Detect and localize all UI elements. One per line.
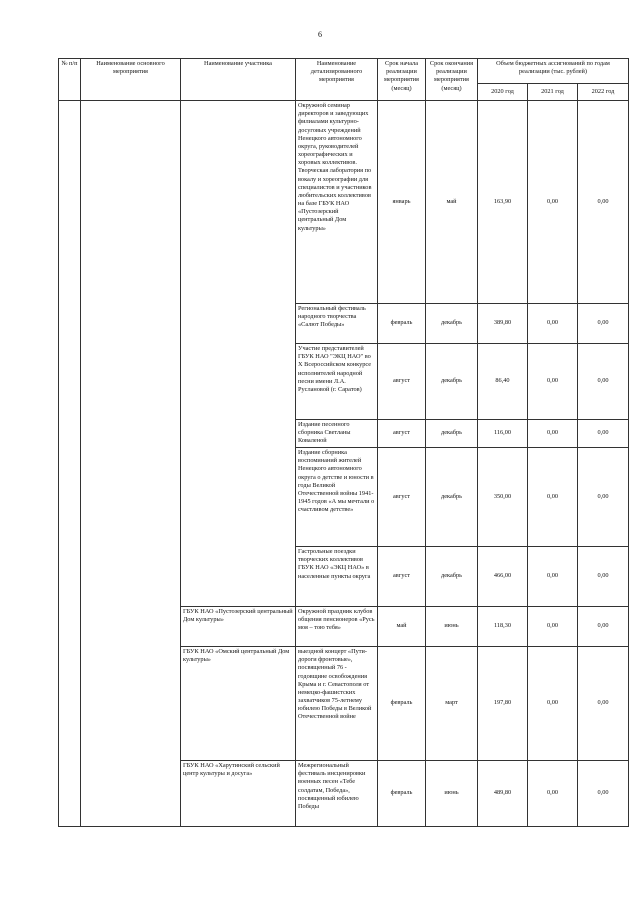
cell-2020: 163,90 <box>478 101 528 304</box>
cell-2021: 0,00 <box>528 344 578 420</box>
cell-2022: 0,00 <box>578 448 629 547</box>
cell-2022: 0,00 <box>578 101 629 304</box>
cell-event: выездной концерт «Пути-дороги фронтовые», посвященный 76 - годовщине освобождения Крыма и г. Севастополя от немецко-фашистских захватчиков 75-летнему юбилею Победы в Великой Отечественной войне <box>296 647 378 761</box>
cell-participant: ГБУК НАО «Пустозерский центральный Дом культуры» <box>181 607 296 647</box>
cell-2021: 0,00 <box>528 607 578 647</box>
cell-event: Участие представителей ГБУК НАО "ЭКЦ НАО" во Х Всероссийском конкурсе исполнителей народной песни имени Л.А. Руслановой (г. Саратов) <box>296 344 378 420</box>
cell-participant <box>181 101 296 607</box>
cell-start: август <box>378 448 426 547</box>
cell-2020: 466,00 <box>478 547 528 607</box>
cell-2021: 0,00 <box>528 101 578 304</box>
cell-2021: 0,00 <box>528 647 578 761</box>
cell-2022: 0,00 <box>578 647 629 761</box>
cell-2021: 0,00 <box>528 547 578 607</box>
cell-2020: 197,80 <box>478 647 528 761</box>
cell-2020: 116,00 <box>478 420 528 448</box>
cell-start: август <box>378 547 426 607</box>
cell-end: июнь <box>426 761 478 827</box>
header-budget: Объем бюджетных ассигнований по годам реализации (тыс. рублей) <box>478 59 629 84</box>
cell-start: февраль <box>378 761 426 827</box>
cell-event: Межрегиональный фестиваль инсценировки военных песен «Тебе солдатам, Победа», посвященный юбилею Победы <box>296 761 378 827</box>
cell-2020: 489,80 <box>478 761 528 827</box>
cell-2020: 389,80 <box>478 304 528 344</box>
cell-end: декабрь <box>426 448 478 547</box>
cell-start: май <box>378 607 426 647</box>
header-end: Срок окончания реализации мероприятия (месяц) <box>426 59 478 101</box>
cell-event: Окружной праздник клубов общения пенсионеров «Русь моя – тою тебя» <box>296 607 378 647</box>
header-no: № п/п <box>59 59 81 101</box>
cell-end: май <box>426 101 478 304</box>
cell-2022: 0,00 <box>578 344 629 420</box>
cell-end: июнь <box>426 607 478 647</box>
table-row <box>59 101 629 304</box>
cell-participant: ГБУК НАО «Омский центральный Дом культуры» <box>181 647 296 761</box>
budget-table <box>58 58 629 827</box>
cell-event: Гастрольные поездки творческих коллективов ГБУК НАО «ЭКЦ НАО» в населенные пункты округа <box>296 547 378 607</box>
header-row <box>59 59 629 84</box>
header-participant: Наименование участника <box>181 59 296 101</box>
cell-event: Региональный фестиваль народного творчества «Салют Победы» <box>296 304 378 344</box>
cell-event: Издание сборника воспоминаний жителей Ненецкого автономного округа о детстве и юности в годы Великой Отечественной войны 1941-1945 годов «А мы мечтали о счастливом детстве» <box>296 448 378 547</box>
cell-event: Окружной семинар директоров и заведующих филиалами культурно-досуговых учреждений Ненецкого автономного округа, руководителей хореографических и хоровых коллективов. Творческая лаборатория по вокалу и хореографии для специалистов и участников любительских коллективов на базе ГБУК НАО «Пустозерский центральный Дом культуры» <box>296 101 378 304</box>
cell-2022: 0,00 <box>578 607 629 647</box>
cell-end: декабрь <box>426 344 478 420</box>
cell-2020: 86,40 <box>478 344 528 420</box>
cell-participant: ГБУК НАО «Харутинский сельский центр культуры и досуга» <box>181 761 296 827</box>
cell-end: март <box>426 647 478 761</box>
cell-start: январь <box>378 101 426 304</box>
cell-2022: 0,00 <box>578 304 629 344</box>
header-main-event: Наименование основного мероприятия <box>81 59 181 101</box>
header-detail-event: Наименование детализированного мероприятия <box>296 59 378 101</box>
cell-start: февраль <box>378 304 426 344</box>
page-number: 6 <box>318 30 322 39</box>
cell-2021: 0,00 <box>528 761 578 827</box>
header-start: Срок начала реализации мероприятия (месяц) <box>378 59 426 101</box>
cell-2021: 0,00 <box>528 420 578 448</box>
cell-2022: 0,00 <box>578 547 629 607</box>
cell-2021: 0,00 <box>528 304 578 344</box>
cell-event: Издание песенного сборника Светланы Коваленой <box>296 420 378 448</box>
cell-2020: 118,30 <box>478 607 528 647</box>
cell-end: декабрь <box>426 547 478 607</box>
header-year-2020: 2020 год <box>478 84 528 101</box>
cell-no <box>59 101 81 827</box>
cell-2020: 350,00 <box>478 448 528 547</box>
header-year-2021: 2021 год <box>528 84 578 101</box>
cell-end: декабрь <box>426 420 478 448</box>
cell-2022: 0,00 <box>578 420 629 448</box>
cell-start: февраль <box>378 647 426 761</box>
header-year-2022: 2022 год <box>578 84 629 101</box>
cell-main-event <box>81 101 181 827</box>
cell-end: декабрь <box>426 304 478 344</box>
cell-2021: 0,00 <box>528 448 578 547</box>
cell-start: август <box>378 420 426 448</box>
cell-start: август <box>378 344 426 420</box>
cell-2022: 0,00 <box>578 761 629 827</box>
